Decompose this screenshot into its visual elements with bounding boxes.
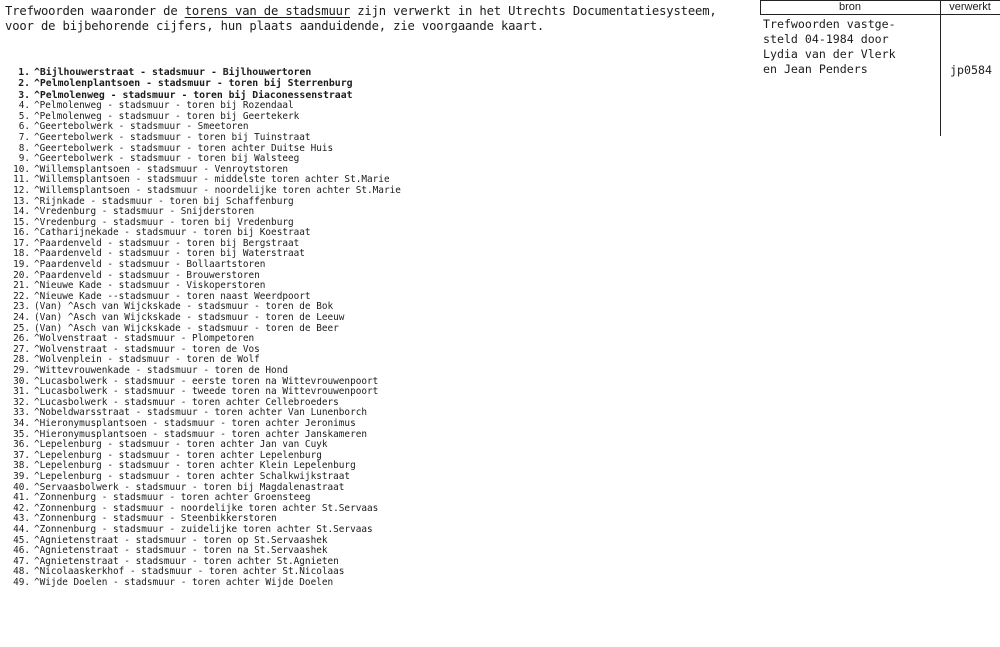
entry-number: 31. [13, 386, 30, 398]
entry-number: 36. [13, 439, 30, 451]
entry-number: 27. [13, 343, 30, 355]
entry-text: ^Vredenburg - stadsmuur - toren bij Vredenburg [34, 216, 294, 228]
entry-number: 15. [13, 216, 30, 228]
entry-text: ^Pelmolenweg - stadsmuur - toren bij Diaconessenstraat [34, 89, 353, 101]
list-item [2, 67, 401, 78]
entry-text: ^Willemsplantsoen - stadsmuur - middelste toren achter St.Marie [34, 174, 390, 186]
entry-text: ^Willemsplantsoen - stadsmuur - Venroytstoren [34, 163, 288, 175]
entry-text: ^Wijde Doelen - stadsmuur - toren achter Wijde Doelen [34, 576, 334, 588]
entry-number: 9. [18, 153, 30, 165]
entry-number: 44. [13, 523, 30, 535]
entry-text: ^Geertebolwerk - stadsmuur - toren achter Duitse Huis [34, 142, 334, 154]
list-item [2, 419, 401, 430]
entry-text: ^Nicolaaskerkhof - stadsmuur - toren achter St.Nicolaas [34, 566, 345, 578]
entry-number: 12. [13, 184, 30, 196]
entry-number: 33. [13, 407, 30, 419]
entry-text: ^Agnietenstraat - stadsmuur - toren na St.Servaashek [34, 545, 328, 557]
entry-text: ^Paardenveld - stadsmuur - Bollaartstoren [34, 259, 266, 271]
entry-text: (Van) ^Asch van Wijckskade - stadsmuur - toren de Beer [34, 322, 339, 334]
entry-number: 25. [13, 322, 30, 334]
entry-text: ^Paardenveld - stadsmuur - toren bij Bergstraat [34, 237, 300, 249]
intro-line-2: voor de bijbehorende cijfers, hun plaats aanduidende, zie voorgaande kaart. [5, 19, 545, 33]
entry-text: ^Rijnkade - stadsmuur - toren bij Schaffenburg [34, 195, 294, 207]
list-item [2, 133, 401, 144]
entry-number: 4. [18, 100, 30, 112]
entry-number: 22. [13, 290, 30, 302]
entry-text: ^Wolvenstraat - stadsmuur - toren de Vos [34, 343, 260, 355]
entry-text: ^Pelmolenweg - stadsmuur - toren bij Geertekerk [34, 110, 300, 122]
intro-part2: zijn verwerkt in het Utrechts Documentatiesysteem, [350, 4, 717, 18]
entry-text: ^Lucasbolwerk - stadsmuur - toren achter Cellebroeders [34, 396, 339, 408]
entry-number: 17. [13, 237, 30, 249]
entry-number: 11. [13, 174, 30, 186]
entry-text: ^Wittevrouwenkade - stadsmuur - toren de Hond [34, 365, 288, 377]
entry-number: 14. [13, 206, 30, 218]
entry-text: ^Agnietenstraat - stadsmuur - toren op St.Servaashek [34, 534, 328, 546]
entry-number: 7. [18, 131, 30, 143]
entry-text: ^Servaasbolwerk - stadsmuur - toren bij Magdalenastraat [34, 481, 345, 493]
entry-text: (Van) ^Asch van Wijckskade - stadsmuur - toren de Leeuw [34, 312, 345, 324]
entry-text: (Van) ^Asch van Wijckskade - stadsmuur - toren de Bok [34, 301, 334, 313]
bron-cell [763, 17, 935, 77]
entry-text: ^Zonnenburg - stadsmuur - toren achter Groensteeg [34, 492, 311, 504]
intro-text [5, 4, 757, 34]
entry-text: ^Nobeldwarsstraat - stadsmuur - toren achter Van Lunenborch [34, 407, 368, 419]
source-table [760, 0, 1000, 136]
entry-number: 3. [18, 89, 30, 101]
entry-number: 41. [13, 492, 30, 504]
table-header-divider [760, 14, 1000, 15]
entry-text: ^Agnietenstraat - stadsmuur - toren achter St.Agnieten [34, 555, 339, 567]
entry-number: 39. [13, 470, 30, 482]
entry-number: 1. [18, 67, 30, 78]
entry-number: 18. [13, 248, 30, 260]
entry-text: ^Nieuwe Kade - stadsmuur - Viskoperstoren [34, 280, 266, 292]
entry-number: 19. [13, 259, 30, 271]
entry-number: 29. [13, 365, 30, 377]
bron-line: steld 04-1984 door [763, 32, 889, 46]
bron-line: en Jean Penders [763, 62, 868, 76]
list-item [2, 186, 401, 197]
entry-text: ^Nieuwe Kade --stadsmuur - toren naast Weerdpoort [34, 290, 311, 302]
intro-part1: Trefwoorden waaronder de [5, 4, 185, 18]
entry-text: ^Willemsplantsoen - stadsmuur - noordelijke toren achter St.Marie [34, 184, 401, 196]
entry-text: ^Paardenveld - stadsmuur - toren bij Waterstraat [34, 248, 305, 260]
intro-underlined-phrase: torens van de stadsmuur [184, 4, 350, 18]
entry-number: 8. [18, 142, 30, 154]
entry-number: 23. [13, 301, 30, 313]
entry-text: ^Pelmolenweg - stadsmuur - toren bij Rozendaal [34, 100, 294, 112]
entry-text: ^Hieronymusplantsoen - stadsmuur - toren achter Jeronimus [34, 417, 356, 429]
entry-text: ^Bijlhouwerstraat - stadsmuur - Bijlhouwertoren [34, 67, 312, 78]
entry-text: ^Lepelenburg - stadsmuur - toren achter Lepelenburg [34, 449, 322, 461]
list-item [2, 78, 401, 89]
entry-number: 34. [13, 417, 30, 429]
entry-text: ^Lucasbolwerk - stadsmuur - tweede toren na Wittevrouwenpoort [34, 386, 379, 398]
entry-number: 28. [13, 354, 30, 366]
entry-number: 45. [13, 534, 30, 546]
entry-number: 42. [13, 502, 30, 514]
list-item [2, 578, 401, 589]
entry-number: 48. [13, 566, 30, 578]
entry-text: ^Lucasbolwerk - stadsmuur - eerste toren na Wittevrouwenpoort [34, 375, 379, 387]
tower-entry-list [2, 67, 401, 588]
entry-text: ^Zonnenburg - stadsmuur - Steenbikkerstoren [34, 513, 277, 525]
entry-number: 49. [13, 576, 30, 588]
entry-text: ^Lepelenburg - stadsmuur - toren achter Schalkwijkstraat [34, 470, 351, 482]
list-item [2, 472, 401, 483]
entry-number: 32. [13, 396, 30, 408]
entry-number: 13. [13, 195, 30, 207]
entry-number: 16. [13, 227, 30, 239]
entry-number: 5. [18, 110, 30, 122]
entry-text: ^Vredenburg - stadsmuur - Snijderstoren [34, 206, 255, 218]
bron-line: Trefwoorden vastge- [763, 17, 896, 31]
list-item [2, 525, 401, 536]
header-verwerkt: verwerkt [949, 1, 991, 13]
table-column-divider [940, 0, 941, 136]
entry-text: ^Wolvenplein - stadsmuur - toren de Wolf [34, 354, 260, 366]
entry-text: ^Paardenveld - stadsmuur - Brouwerstoren [34, 269, 260, 281]
entry-text: ^Lepelenburg - stadsmuur - toren achter Klein Lepelenburg [34, 460, 356, 472]
entry-text: ^Hieronymusplantsoen - stadsmuur - toren achter Janskameren [34, 428, 368, 440]
entry-text: ^Zonnenburg - stadsmuur - zuidelijke toren achter St.Servaas [34, 523, 373, 535]
entry-number: 21. [13, 280, 30, 292]
entry-text: ^Geertebolwerk - stadsmuur - Smeetoren [34, 121, 249, 133]
entry-number: 43. [13, 513, 30, 525]
entry-text: ^Zonnenburg - stadsmuur - noordelijke toren achter St.Servaas [34, 502, 379, 514]
entry-number: 35. [13, 428, 30, 440]
intro-line-1 [5, 4, 757, 19]
entry-text: ^Geertebolwerk - stadsmuur - toren bij Tuinstraat [34, 131, 311, 143]
entry-text: ^Geertebolwerk - stadsmuur - toren bij Walsteeg [34, 153, 300, 165]
entry-text: ^Wolvenstraat - stadsmuur - Plompetoren [34, 333, 255, 345]
header-bron: bron [838, 1, 862, 13]
entry-number: 6. [18, 121, 30, 133]
entry-number: 2. [18, 78, 30, 90]
entry-text: ^Pelmolenplantsoen - stadsmuur - toren bij Sterrenburg [34, 78, 353, 90]
entry-number: 37. [13, 449, 30, 461]
entry-text: ^Catharijnekade - stadsmuur - toren bij Koestraat [34, 227, 311, 239]
entry-text: ^Lepelenburg - stadsmuur - toren achter Jan van Cuyk [34, 439, 328, 451]
entry-number: 30. [13, 375, 30, 387]
entry-number: 38. [13, 460, 30, 472]
entry-number: 26. [13, 333, 30, 345]
entry-number: 47. [13, 555, 30, 567]
verwerkt-cell: jp0584 [950, 63, 992, 77]
entry-number: 40. [13, 481, 30, 493]
bron-line: Lydia van der Vlerk [763, 47, 896, 61]
entry-number: 24. [13, 312, 30, 324]
entry-number: 46. [13, 545, 30, 557]
entry-number: 20. [13, 269, 30, 281]
entry-number: 10. [13, 163, 30, 175]
